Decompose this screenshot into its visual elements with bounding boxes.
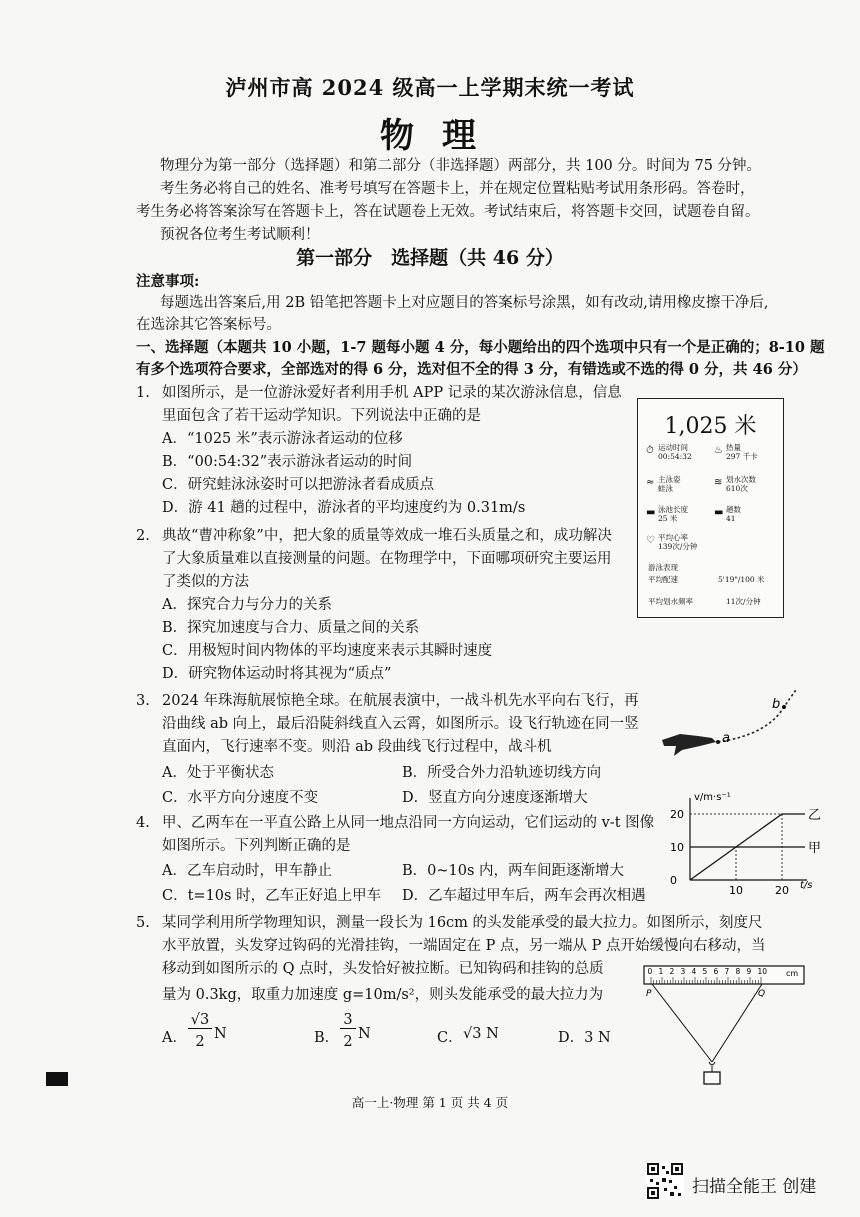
instruction-line-2: 有多个选项符合要求，全部选对的得 6 分，选对但不全的得 3 分，有错选或不选的得 0 分，共 46 分） (136, 361, 807, 378)
ruler-number: 5 (702, 967, 708, 976)
ruler-number: 10 (757, 967, 768, 976)
question-3-option-c: C．水平方向分速度不变 (162, 790, 319, 806)
y-tick-label: 20 (670, 808, 684, 821)
hook (709, 1062, 715, 1065)
unit-n: N (358, 1026, 371, 1042)
question-1-option-a: A．“1025 米”表示游泳者运动的位移 (162, 431, 403, 447)
swim-item-value: 139次/分钟 (658, 542, 698, 551)
question-3-stem-2: 沿曲线 ab 向上，最后沿陡斜线直入云霄，如图所示。设飞行轨迹在同一竖 (162, 716, 639, 732)
hair-left (652, 984, 712, 1062)
label-p: P (646, 989, 652, 999)
swim-distance: 1,025 米 (664, 414, 757, 439)
label-q: Q (758, 989, 766, 999)
ruler-unit: cm (786, 969, 799, 978)
swim-item-value: 25 米 (658, 514, 678, 523)
question-3-option-d: D．竖直方向分速度逐渐增大 (402, 790, 588, 806)
jet-trajectory-figure (660, 690, 800, 770)
fraction-numerator: √3 (188, 1012, 212, 1029)
notice-line-1: 每题选出答案后,用 2B 铅笔把答题卡上对应题目的答案标号涂黑，如有改动,请用橡皮擦干净后, (160, 295, 769, 311)
heart-icon: ♡ (646, 535, 655, 546)
question-4-option-a: A．乙车启动时，甲车静止 (162, 863, 332, 879)
swim-item-label: 运动时间 (658, 443, 688, 452)
question-3-stem-1: 2024 年珠海航展惊艳全球。在航展表演中，一战斗机先水平向右飞行，再 (162, 693, 639, 709)
notice-line-2: 在选涂其它答案标号。 (136, 317, 281, 333)
question-2-number: 2. (136, 528, 150, 544)
question-4-option-c: C．t=10s 时，乙车正好追上甲车 (162, 888, 382, 904)
unit-n: N (214, 1026, 227, 1042)
question-3-stem-3: 直面内，飞行速率不变。则沿 ab 段曲线飞行过程中，战斗机 (162, 739, 552, 755)
question-2-stem-2: 了大象质量难以直接测量的问题。在物理学中，下面哪项研究主要运用 (162, 551, 612, 567)
intro-line-1: 物理分为第一部分（选择题）和第二部分（非选择题）两部分，共 100 分。时间为 75 分钟。 (160, 158, 762, 174)
ruler-number: 9 (746, 967, 752, 976)
swim-record-card (637, 398, 784, 618)
question-5-stem-3: 移动到如图所示的 Q 点时，头发恰好被拉断。已知钩码和挂钩的总质 (162, 961, 604, 977)
page-footer: 高一上·物理 第 1 页 共 4 页 (351, 1095, 509, 1110)
question-1-number: 1. (136, 385, 150, 401)
swim-row-label: 平均划水频率 (648, 597, 693, 606)
ruler-number: 3 (680, 967, 686, 976)
label-a: a (722, 731, 730, 746)
ruler-hair-figure (640, 962, 810, 1090)
question-3-number: 3. (136, 693, 150, 709)
question-5-option-d: D．3 N (558, 1030, 611, 1046)
swim-row-label: 平均配速 (648, 575, 678, 584)
label-b: b (772, 697, 781, 712)
part-one-heading: 第一部分 选择题（共 46 分） (296, 247, 564, 269)
series-label: 甲 (808, 841, 822, 856)
swim-item-value: 00:54:32 (658, 452, 692, 461)
intro-line-2: 考生务必将自己的姓名、准考号填写在答题卡上，并在规定位置粘贴考试用条形码。答卷时， (160, 181, 755, 197)
ruler-number: 8 (735, 967, 741, 976)
question-1-stem-1: 如图所示，是一位游泳爱好者利用手机 APP 记录的某次游泳信息，信息 (162, 385, 622, 401)
question-2-option-c: C．用极短时间内物体的平均速度来表示其瞬时速度 (162, 643, 493, 659)
stroke-icon: ≋ (714, 477, 723, 488)
question-1-option-b: B．“00:54:32”表示游泳者运动的时间 (162, 454, 413, 470)
y-axis-label: v/m·s⁻¹ (694, 792, 731, 803)
clock-icon: ⏱ (646, 445, 654, 456)
swim-item-label: 平均心率 (658, 533, 688, 542)
ruler-number: 2 (669, 967, 675, 976)
weight-block (704, 1072, 720, 1084)
hair-right (712, 984, 762, 1062)
scanner-watermark: 扫描全能王 创建 (692, 1177, 817, 1197)
swim-row-value: 11次/分钟 (726, 597, 761, 606)
question-4-number: 4. (136, 815, 150, 831)
swim-item-label: 热量 (726, 443, 741, 452)
fraction-denominator: 2 (343, 1034, 353, 1050)
ruler-number: 1 (658, 967, 664, 976)
intro-line-4: 预祝各位考生考试顺利！ (160, 227, 320, 243)
swim-item-label: 趟数 (726, 505, 741, 514)
swim-item-label: 泳池长度 (658, 505, 688, 514)
point-b (782, 705, 786, 709)
question-5-stem-4: 量为 0.3kg，取重力加速度 g=10m/s²，则头发能承受的最大拉力为 (162, 987, 604, 1003)
swim-item-value: 41 (726, 514, 736, 523)
x-tick-label: 20 (775, 884, 789, 897)
swim-item-value: 610次 (726, 484, 748, 493)
question-1-stem-2: 里面包含了若干运动学知识。下列说法中正确的是 (162, 408, 481, 424)
laps-icon: ▬ (714, 507, 724, 518)
series-label: 乙 (808, 808, 822, 823)
swim-item-label: 划水次数 (726, 475, 756, 484)
qr-code-icon (646, 1162, 684, 1200)
question-5-stem-2: 水平放置，头发穿过钩码的光滑挂钩，一端固定在 P 点，另一端从 P 点开始缓慢向右移动，当 (162, 938, 766, 954)
question-5-number: 5. (136, 915, 150, 931)
point-a (716, 740, 720, 744)
scan-mark (46, 1072, 68, 1086)
option-c-value: √3 N (463, 1026, 499, 1042)
instruction-line-1: 一、选择题（本题共 10 小题，1-7 题每小题 4 分，每小题给出的四个选项中只有一个是正确的；8-10 题 (136, 339, 825, 356)
question-4-option-b: B．0~10s 内，两车间距逐渐增大 (402, 863, 625, 879)
intro-line-3: 考生务必将答案涂写在答题卡上，答在试题卷上无效。考试结束后，将答题卡交回，试题卷自留。 (136, 204, 760, 220)
vt-graph (662, 788, 822, 898)
exam-title: 泸州市高 2024 级高一上学期末统一考试 (225, 75, 635, 100)
fighter-jet-icon (662, 734, 716, 756)
question-2-option-d: D．研究物体运动时将其视为“质点” (162, 666, 392, 682)
question-2-stem-3: 了类似的方法 (162, 574, 249, 590)
subject-title: 物理 (380, 116, 504, 156)
fraction-denominator: 2 (195, 1034, 205, 1050)
x-axis-label: t/s (800, 880, 813, 891)
question-4-stem-1: 甲、乙两车在一平直公路上从同一地点沿同一方向运动，它们运动的 v-t 图像 (162, 815, 655, 831)
lane-icon: ▬ (646, 507, 656, 518)
flame-icon: ♨ (714, 445, 723, 456)
question-1-option-c: C．研究蛙泳泳姿时可以把游泳者看成质点 (162, 477, 435, 493)
question-5-stem-1: 某同学利用所学物理知识，测量一段长为 16cm 的头发能承受的最大拉力。如图所示，刻度尺 (162, 915, 763, 931)
ruler-number: 6 (713, 967, 719, 976)
question-5-option-a-label: A． (162, 1030, 187, 1046)
notice-title: 注意事项: (136, 273, 200, 290)
swim-row-value: 5'19"/100 米 (718, 575, 765, 584)
y-tick-label: 0 (670, 874, 677, 887)
question-1-option-d: D．游 41 趟的过程中，游泳者的平均速度约为 0.31m/s (162, 500, 526, 516)
swim-item-value: 蛙泳 (658, 484, 673, 493)
fraction-numerator: 3 (340, 1012, 356, 1029)
swimmer-icon: ≈ (646, 477, 655, 488)
ruler-number: 0 (647, 967, 653, 976)
ruler-number: 7 (724, 967, 730, 976)
question-4-stem-2: 如图所示。下列判断正确的是 (162, 838, 351, 854)
swim-performance-title: 游泳表现 (648, 563, 678, 572)
ruler-number: 4 (691, 967, 697, 976)
question-2-option-b: B．探究加速度与合力、质量之间的关系 (162, 620, 420, 636)
swim-item-value: 297 千卡 (726, 452, 758, 461)
question-3-option-a: A．处于平衡状态 (162, 765, 274, 781)
question-2-stem-1: 典故“曹冲称象”中，把大象的质量等效成一堆石头质量之和，成功解决 (162, 528, 612, 544)
question-3-option-b: B．所受合外力沿轨迹切线方向 (402, 765, 602, 781)
question-5-option-c-label: C． (437, 1030, 463, 1046)
y-tick-label: 10 (670, 841, 684, 854)
question-4-option-d: D．乙车超过甲车后，两车会再次相遇 (402, 888, 646, 904)
question-5-option-b-label: B． (314, 1030, 340, 1046)
swim-item-label: 主泳姿 (658, 475, 681, 484)
question-2-option-a: A．探究合力与分力的关系 (162, 597, 332, 613)
x-tick-label: 10 (729, 884, 743, 897)
